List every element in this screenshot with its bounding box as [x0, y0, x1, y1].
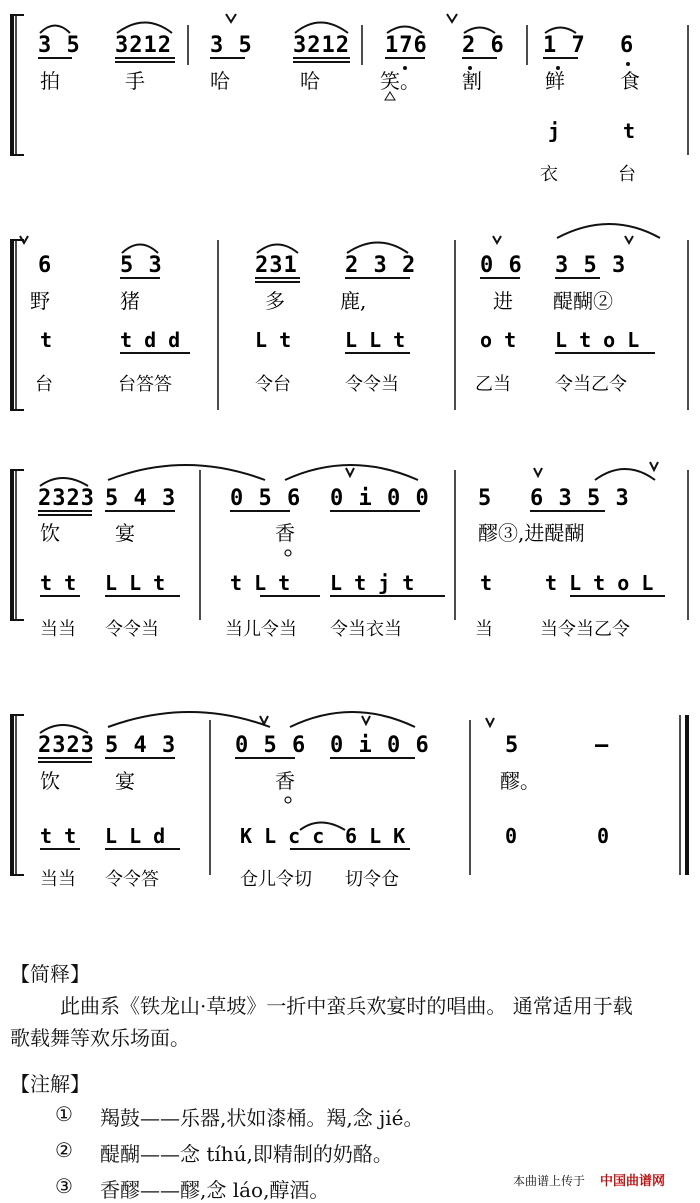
footnote-text: 羯鼓——乐器,状如漆桶。羯,念 jié。	[100, 1106, 424, 1130]
note-group: 3 5	[38, 33, 81, 58]
note-group: 5	[505, 733, 520, 758]
score-row-3	[10, 462, 688, 640]
note-group: 231	[255, 253, 298, 278]
percussion-syllable: 乙当	[475, 374, 511, 395]
lyric-char: 饮	[40, 769, 60, 793]
note-group: 5 4 3	[105, 733, 177, 758]
lyric-char: 醍醐②	[553, 289, 613, 313]
percussion-syllable: 衣	[540, 164, 558, 185]
percussion-symbol: L L t	[345, 328, 406, 352]
percussion-symbol: L t j t	[330, 571, 415, 595]
lyric-char: 哈	[210, 69, 230, 93]
upload-credit: 本曲谱上传于	[513, 1174, 586, 1188]
percussion-syllable: 令台	[255, 374, 291, 395]
score-row-4	[10, 712, 689, 890]
percussion-syllable: 令当乙令	[555, 374, 627, 395]
percussion-syllable: 令令当	[105, 619, 159, 640]
lyric-char: 宴	[115, 521, 135, 545]
note-group: 3 5	[210, 33, 253, 58]
note-group: 6	[38, 253, 53, 278]
lyric-char: 宴	[115, 769, 135, 793]
percussion-syllable: 当当	[40, 869, 76, 890]
percussion-syllable: 台	[35, 374, 53, 395]
note-group: 0 5 6	[235, 733, 307, 758]
note-group: 176	[385, 33, 428, 58]
percussion-symbol: j	[548, 119, 561, 143]
score-row-2	[10, 224, 688, 410]
lyric-char: 食	[620, 69, 640, 93]
percussion-symbol: t L t o L	[545, 571, 654, 595]
percussion-syllable: 当令当乙令	[540, 619, 630, 640]
note-group: 6 3 5 3	[530, 486, 630, 511]
site-logo[interactable]: 中国曲谱网	[600, 1174, 666, 1189]
percussion-syllable: 令令答	[105, 869, 159, 890]
percussion-symbol: t d d	[120, 328, 181, 352]
lyric-char: 野	[30, 289, 50, 313]
note-group: 2323	[38, 733, 95, 758]
lyric-char: 多	[265, 289, 285, 313]
note-group: 2 6	[462, 33, 505, 58]
note-group: 5	[478, 486, 493, 511]
percussion-symbol: o t	[480, 328, 517, 352]
percussion-syllable: 台	[618, 164, 636, 185]
lyric-char: 香	[275, 521, 295, 545]
lyric-char: 猪	[120, 289, 140, 313]
percussion-symbol: L L t	[105, 571, 166, 595]
lyric-char: 醪。	[500, 769, 540, 793]
lyric-char: 笑。	[380, 69, 420, 93]
percussion-symbol: t	[623, 119, 636, 143]
note-group: 3212	[293, 33, 350, 58]
percussion-syllable: 当	[475, 619, 493, 640]
note-group: 5 4 3	[105, 486, 177, 511]
lyric-char: 鹿,	[340, 289, 367, 313]
note-group: 3 5 3	[555, 253, 627, 278]
note-group: 2 3 2	[345, 253, 417, 278]
note-group: 0 6	[480, 253, 523, 278]
lyric-char: 哈	[300, 69, 320, 93]
percussion-syllable: 令当衣当	[330, 619, 402, 640]
explanation-paragraph-cont: 歌载舞等欢乐场面。	[10, 1026, 190, 1050]
lyric-char: 拍	[40, 69, 60, 93]
lyric-char: 割	[462, 69, 482, 93]
footnote-number: ②	[55, 1138, 73, 1162]
note-group: 5 3	[120, 253, 163, 278]
note-group: 0 i 0 0	[330, 486, 430, 511]
percussion-symbol: t	[480, 571, 493, 595]
lyric-char: 醪③,进醍醐	[478, 521, 585, 545]
lyric-char: 鲜	[545, 69, 565, 93]
percussion-syllable: 切令仓	[345, 869, 399, 890]
percussion-symbol: L t	[255, 328, 292, 352]
percussion-syllable: 当儿令当	[225, 619, 297, 640]
percussion-symbol: 0	[505, 824, 518, 848]
lyric-char: 饮	[40, 521, 60, 545]
note-group: 1 7	[543, 33, 586, 58]
footnote-number: ①	[55, 1102, 73, 1126]
percussion-symbol: L L d	[105, 824, 166, 848]
percussion-symbol: L t o L	[555, 328, 640, 352]
note-group: 3212	[115, 33, 172, 58]
percussion-symbol: t	[40, 328, 53, 352]
percussion-syllable: 台答答	[118, 374, 172, 395]
percussion-syllable: 当当	[40, 619, 76, 640]
heading-brief-explanation: 【简释】	[10, 962, 90, 986]
percussion-symbol: t t	[40, 824, 77, 848]
heading-annotations: 【注解】	[10, 1072, 90, 1096]
percussion-symbol: K L c c	[240, 824, 325, 848]
note-group: 2323	[38, 486, 95, 511]
lyric-char: 手	[125, 69, 145, 93]
note-group: –	[595, 733, 610, 758]
footnote-text: 香醪——醪,念 láo,醇酒。	[100, 1178, 330, 1202]
percussion-syllable: 仓儿令切	[240, 869, 312, 890]
note-group: 6	[620, 33, 635, 58]
score-row-1	[10, 14, 688, 185]
lyric-char: 香	[275, 769, 295, 793]
percussion-syllable: 令令当	[345, 374, 399, 395]
explanation-paragraph: 此曲系《铁龙山·草坡》一折中蛮兵欢宴时的唱曲。 通常适用于载	[60, 994, 633, 1018]
percussion-symbol: 0	[597, 824, 610, 848]
percussion-symbol: t t	[40, 571, 77, 595]
percussion-symbol: t L t	[230, 571, 291, 595]
note-group: 0 i 0 6	[330, 733, 430, 758]
footnote-number: ③	[55, 1174, 73, 1198]
percussion-symbol: 6 L K	[345, 824, 406, 848]
footnote-text: 醍醐——念 tíhú,即精制的奶酪。	[100, 1142, 393, 1166]
lyric-char: 进	[493, 289, 513, 313]
note-group: 0 5 6	[230, 486, 302, 511]
